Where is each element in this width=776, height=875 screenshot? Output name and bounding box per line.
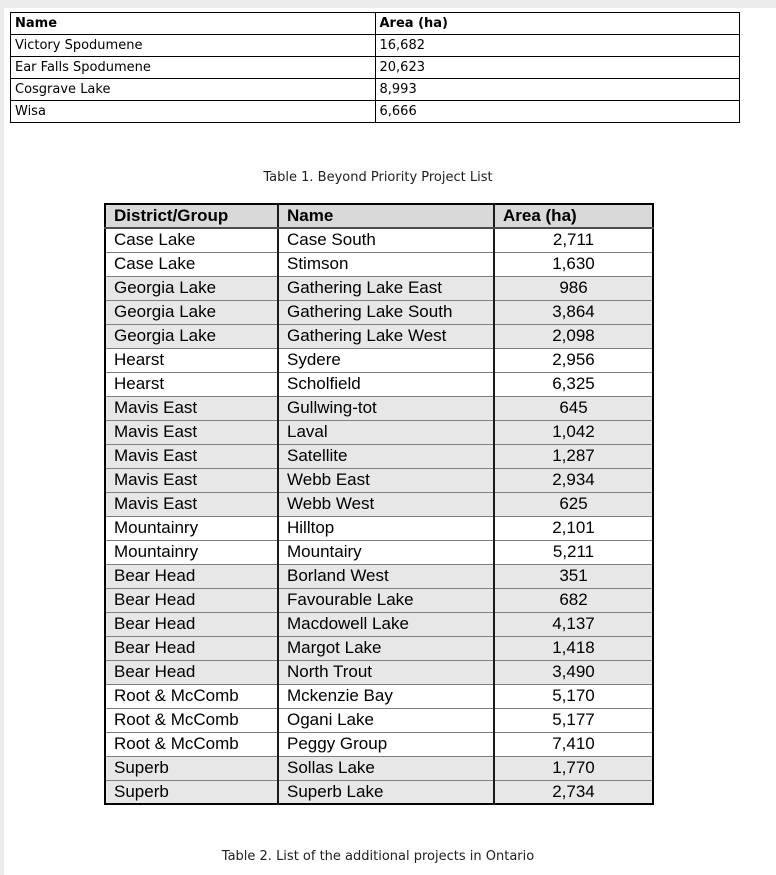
table-row	[105, 468, 653, 492]
table-cell: Borland West	[278, 564, 494, 588]
column-header: Name	[11, 13, 376, 35]
table-row	[11, 57, 740, 79]
table-cell: Case Lake	[105, 252, 278, 276]
table-cell: Mavis East	[105, 468, 278, 492]
table-row	[105, 540, 653, 564]
table-row	[105, 228, 653, 252]
table-cell: 2,711	[494, 228, 653, 252]
table-cell: Case South	[278, 228, 494, 252]
table-cell: 2,956	[494, 348, 653, 372]
table-cell: Hearst	[105, 372, 278, 396]
table-cell: 7,410	[494, 732, 653, 756]
table-row	[105, 420, 653, 444]
table-cell: Cosgrave Lake	[11, 79, 376, 101]
table-row	[11, 79, 740, 101]
table-cell: 5,211	[494, 540, 653, 564]
table-cell: Hilltop	[278, 516, 494, 540]
table-cell: Ear Falls Spodumene	[11, 57, 376, 79]
table-cell: Mckenzie Bay	[278, 684, 494, 708]
table-cell: Mountairy	[278, 540, 494, 564]
table-header-row	[11, 13, 740, 35]
table-cell: Bear Head	[105, 564, 278, 588]
table-cell: 1,630	[494, 252, 653, 276]
table-row	[105, 564, 653, 588]
table-row	[105, 588, 653, 612]
table-row	[105, 252, 653, 276]
table-cell: Scholfield	[278, 372, 494, 396]
table-cell: Sollas Lake	[278, 756, 494, 780]
table-row	[105, 444, 653, 468]
page-edge-top	[0, 0, 776, 8]
table-cell: 1,287	[494, 444, 653, 468]
table-cell: 6,666	[375, 101, 740, 123]
priority-projects-table	[10, 12, 740, 123]
table-cell: Mountainry	[105, 540, 278, 564]
table-row	[105, 660, 653, 684]
table-cell: 351	[494, 564, 653, 588]
table-cell: 5,170	[494, 684, 653, 708]
column-header: Area (ha)	[494, 204, 653, 228]
table-header-row	[105, 204, 653, 228]
table-row	[105, 636, 653, 660]
table1-caption: Table 1. Beyond Priority Project List	[263, 170, 493, 185]
table-cell: Margot Lake	[278, 636, 494, 660]
table-cell: Root & McComb	[105, 684, 278, 708]
table-row	[105, 732, 653, 756]
table-cell: Sydere	[278, 348, 494, 372]
table-cell: 5,177	[494, 708, 653, 732]
table-cell: Gullwing-tot	[278, 396, 494, 420]
table-cell: 682	[494, 588, 653, 612]
table-cell: Laval	[278, 420, 494, 444]
table-row	[105, 780, 653, 804]
table-cell: Ogani Lake	[278, 708, 494, 732]
table-row	[105, 612, 653, 636]
table-row	[105, 372, 653, 396]
table-cell: 2,101	[494, 516, 653, 540]
table-row	[105, 276, 653, 300]
table-cell: Superb	[105, 780, 278, 804]
table-cell: Superb	[105, 756, 278, 780]
table-cell: Georgia Lake	[105, 324, 278, 348]
table-cell: Macdowell Lake	[278, 612, 494, 636]
table-cell: Georgia Lake	[105, 276, 278, 300]
table-cell: Favourable Lake	[278, 588, 494, 612]
page-edge-left	[0, 0, 4, 875]
column-header: District/Group	[105, 204, 278, 228]
table-cell: Bear Head	[105, 612, 278, 636]
table-cell: Mavis East	[105, 492, 278, 516]
table-row	[105, 300, 653, 324]
table-cell: Peggy Group	[278, 732, 494, 756]
table-row	[11, 101, 740, 123]
table2-caption: Table 2. List of the additional projects in Ontario	[221, 849, 535, 864]
table-cell: Webb East	[278, 468, 494, 492]
table-cell: Mountainry	[105, 516, 278, 540]
table-cell: 2,734	[494, 780, 653, 804]
table-cell: Mavis East	[105, 396, 278, 420]
table-cell: 625	[494, 492, 653, 516]
table-row	[105, 396, 653, 420]
table-cell: 2,098	[494, 324, 653, 348]
table-cell: Gathering Lake West	[278, 324, 494, 348]
table-cell: 1,418	[494, 636, 653, 660]
column-header: Name	[278, 204, 494, 228]
table-cell: Bear Head	[105, 660, 278, 684]
table-row	[11, 35, 740, 57]
additional-projects-table	[104, 203, 654, 805]
table-cell: Root & McComb	[105, 708, 278, 732]
table-cell: North Trout	[278, 660, 494, 684]
table-cell: 3,490	[494, 660, 653, 684]
table-cell: Bear Head	[105, 588, 278, 612]
table-cell: 1,770	[494, 756, 653, 780]
table-cell: 1,042	[494, 420, 653, 444]
table-cell: Gathering Lake East	[278, 276, 494, 300]
table-cell: Root & McComb	[105, 732, 278, 756]
table-cell: 2,934	[494, 468, 653, 492]
table-cell: Mavis East	[105, 444, 278, 468]
table-cell: Superb Lake	[278, 780, 494, 804]
table-row	[105, 708, 653, 732]
table-cell: Mavis East	[105, 420, 278, 444]
table-cell: 16,682	[375, 35, 740, 57]
table-cell: Case Lake	[105, 228, 278, 252]
table-cell: 8,993	[375, 79, 740, 101]
table-cell: 3,864	[494, 300, 653, 324]
table-cell: 986	[494, 276, 653, 300]
table-cell: Bear Head	[105, 636, 278, 660]
table-cell: Hearst	[105, 348, 278, 372]
table-cell: 20,623	[375, 57, 740, 79]
table-row	[105, 324, 653, 348]
table-cell: 645	[494, 396, 653, 420]
table-row	[105, 516, 653, 540]
table-cell: Gathering Lake South	[278, 300, 494, 324]
table-row	[105, 756, 653, 780]
table-row	[105, 348, 653, 372]
table-row	[105, 684, 653, 708]
table-row	[105, 492, 653, 516]
table-cell: Webb West	[278, 492, 494, 516]
table-cell: 6,325	[494, 372, 653, 396]
table-cell: 4,137	[494, 612, 653, 636]
table-cell: Georgia Lake	[105, 300, 278, 324]
table-cell: Stimson	[278, 252, 494, 276]
table-cell: Satellite	[278, 444, 494, 468]
column-header: Area (ha)	[375, 13, 740, 35]
table-cell: Wisa	[11, 101, 376, 123]
table-cell: Victory Spodumene	[11, 35, 376, 57]
